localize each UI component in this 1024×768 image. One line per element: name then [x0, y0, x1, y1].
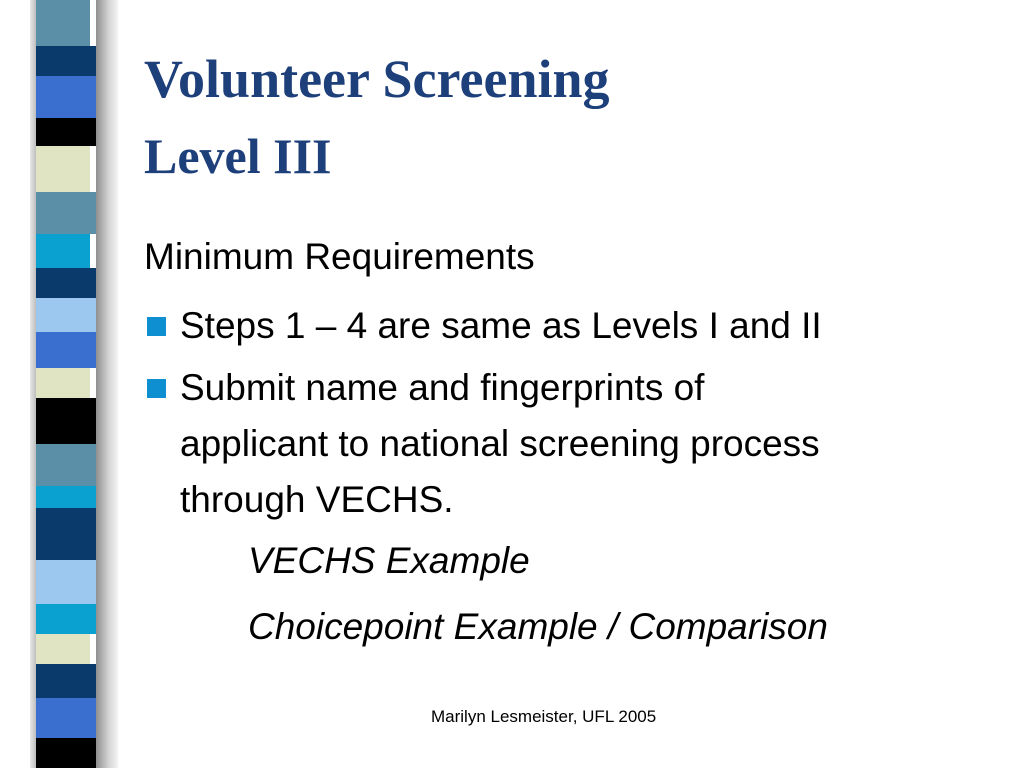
section-heading: Minimum Requirements	[144, 236, 535, 277]
stripe-block	[36, 634, 90, 664]
stripe-block	[36, 298, 96, 332]
stripe-block	[36, 192, 96, 234]
bullet-text: Steps 1 – 4 are same as Levels I and II	[180, 305, 822, 346]
slide-title: Volunteer Screening	[144, 49, 610, 109]
bullet-text-line: applicant to national screening process	[180, 423, 820, 464]
stripe-block	[36, 398, 96, 444]
square-bullet-icon	[147, 317, 166, 336]
sub-item-choicepoint-example: Choicepoint Example / Comparison	[248, 606, 828, 647]
stripe-shadow	[96, 0, 118, 768]
stripe-block	[36, 444, 96, 486]
stripe-block	[36, 268, 96, 298]
stripe-block	[36, 118, 96, 146]
stripe-block	[36, 0, 90, 46]
stripe-block	[36, 486, 96, 508]
stripe-block	[36, 46, 96, 76]
decorative-stripe	[36, 0, 96, 768]
stripe-block	[36, 368, 90, 398]
stripe-block	[36, 664, 96, 698]
stripe-block	[36, 146, 90, 192]
bullet-text-line: Submit name and fingerprints of	[180, 367, 705, 408]
bullet-text-line: through VECHS.	[180, 479, 454, 520]
stripe-block	[36, 604, 96, 634]
square-bullet-icon	[147, 379, 166, 398]
stripe-block	[36, 560, 96, 604]
stripe-block	[36, 76, 96, 118]
stripe-block	[36, 332, 96, 368]
stripe-block	[36, 234, 90, 268]
stripe-block	[36, 508, 96, 560]
sub-item-vechs-example: VECHS Example	[248, 540, 530, 581]
slide-subtitle: Level III	[144, 128, 332, 184]
stripe-block	[36, 698, 96, 738]
stripe-block	[36, 738, 96, 768]
slide-footer: Marilyn Lesmeister, UFL 2005	[431, 707, 657, 726]
